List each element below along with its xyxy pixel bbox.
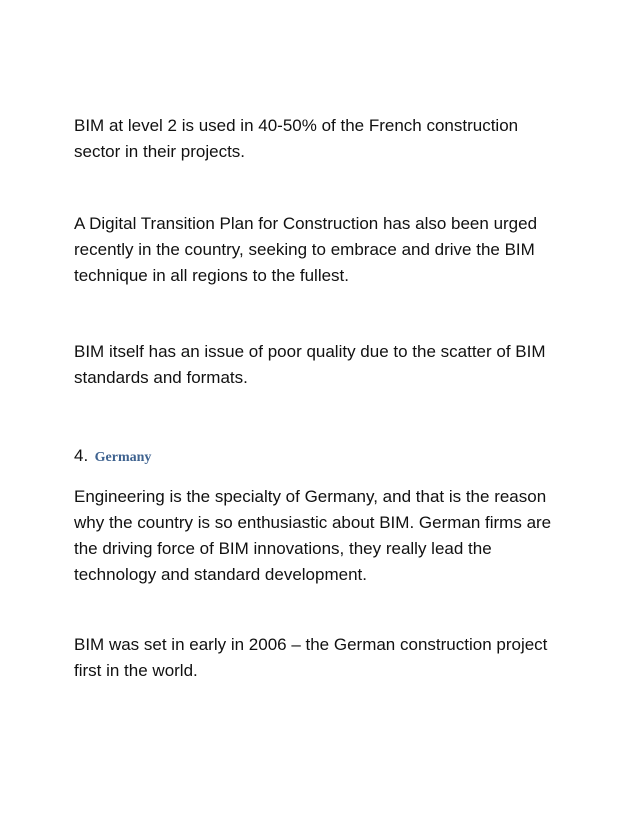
section-heading-germany <box>74 443 151 471</box>
paragraph-digital-transition-plan: A Digital Transition Plan for Construction has also been urged recently in the country, seeking to embrace and drive the BIM technique in all regions to the fullest. <box>74 214 538 285</box>
paragraph-bim-level-2: BIM at level 2 is used in 40-50% of the French construction sector in their projects. <box>74 116 519 161</box>
paragraph-germany-engineering: Engineering is the specialty of Germany, and that is the reason why the country is so enthusiastic about BIM. German firms are the driving force of BIM innovations, they really lead the technology and standard development. <box>74 487 552 584</box>
section-title: Germany <box>94 450 152 465</box>
section-number: 4. <box>74 446 89 465</box>
paragraph-bim-quality-issue: BIM itself has an issue of poor quality due to the scatter of BIM standards and formats. <box>74 342 546 387</box>
paragraph-bim-2006: BIM was set in early in 2006 – the German construction project first in the world. <box>74 635 548 680</box>
